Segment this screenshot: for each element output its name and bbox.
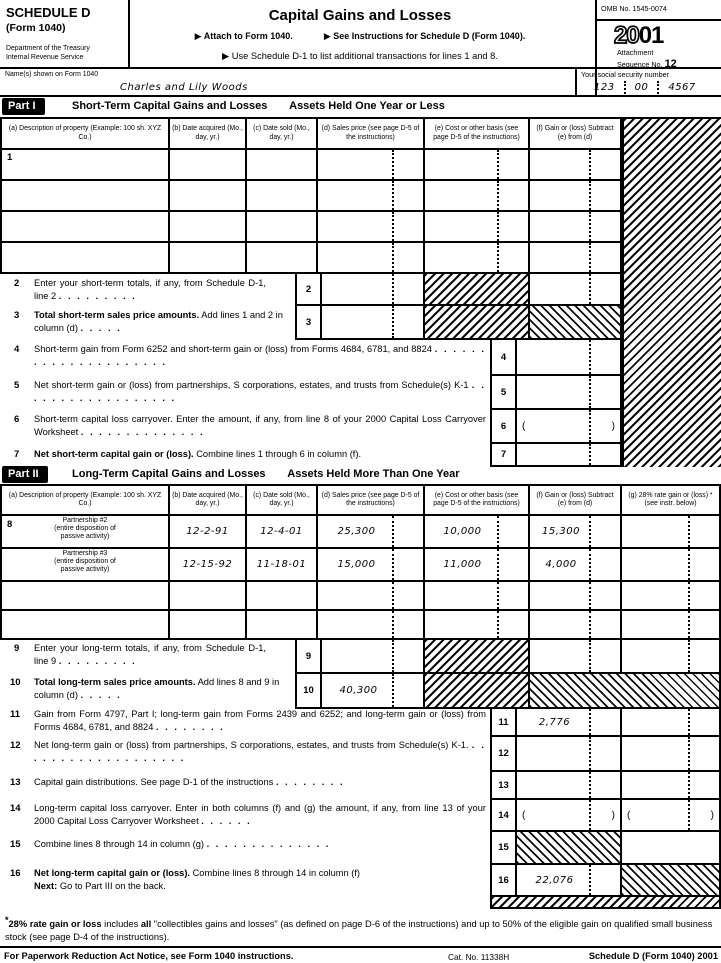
form-header [0, 0, 721, 97]
line1-cost-cell[interactable] [425, 150, 530, 179]
line1-entry-row [0, 212, 622, 243]
line12-box-number: 12 [490, 737, 517, 772]
line8-description-cell[interactable] [0, 516, 170, 547]
line3-amount-d-cell[interactable] [322, 306, 425, 340]
leader-dots: . . . . . . [201, 815, 252, 826]
line2-hatch-e [425, 274, 530, 306]
line1-gain-cell[interactable] [530, 181, 622, 210]
line1-sales-price-cell[interactable] [318, 243, 425, 272]
line8-date-sold-cell[interactable]: 12-4-01 [247, 516, 318, 547]
form-id-footer: Schedule D (Form 1040) 2001 [588, 951, 718, 961]
line8-description: passive activity) [60, 566, 110, 574]
part1-title-sub: Assets Held One Year or Less [289, 100, 445, 112]
sequence-no-text: Sequence No. [617, 60, 663, 69]
paren-close: ) [710, 809, 714, 821]
line12-instruction: Net long-term gain or (loss) from partnerships, S corporations, estates, and trusts from Schedule(s) K-1. [34, 740, 469, 750]
line11-boxes [0, 709, 721, 737]
leader-dots: . . . . . . . . [156, 721, 225, 732]
line4-box-number: 4 [490, 340, 517, 376]
part1-table [0, 117, 721, 465]
divider [657, 81, 659, 94]
line10-amount-d-cell[interactable]: 40,300 [322, 674, 425, 709]
line8-entry-row [0, 516, 721, 549]
schedule-d1-note: Use Schedule D-1 to list additional transactions for lines 1 and 8. [231, 51, 498, 61]
line8-28pct-cell[interactable] [622, 582, 721, 609]
paren-open: ( [522, 420, 526, 432]
dept-line1: Department of the Treasury [6, 45, 90, 52]
line11-instruction: Gain from Form 4797, Part I; long-term gain from Forms 2439 and 6252; and long-term gain or (loss) from Forms 4684, 6781, and 8824 [34, 709, 486, 732]
line1-number: 1 [7, 152, 13, 163]
paren-open: ( [522, 809, 526, 821]
line13-amount-g-cell[interactable] [622, 772, 721, 800]
line8-description: (entire disposition of [54, 525, 116, 533]
part2-title-sub: Assets Held More Than One Year [287, 468, 460, 480]
line8-gain-cell[interactable]: 15,300 [530, 516, 622, 547]
line1-date-acquired-cell[interactable] [170, 243, 247, 272]
line1-date-sold-cell[interactable] [247, 243, 318, 272]
leader-dots: . . . . . . . . . . . . . . . . . . . [34, 740, 486, 763]
line12-amount-f-cell[interactable] [517, 737, 622, 772]
line3-hatch-e [425, 306, 530, 340]
line8-28pct-cell[interactable] [622, 549, 721, 580]
line11-amount-g-cell[interactable] [622, 709, 721, 737]
line13-boxes [0, 772, 721, 800]
line8-gain-cell[interactable] [530, 611, 622, 638]
line8-cost-cell[interactable]: 10,000 [425, 516, 530, 547]
col-header-f: (f) Gain or (loss) Subtract (e) from (d) [530, 486, 622, 514]
line14-instruction: Long-term capital loss carryover. Enter in both columns (f) and (g) the amount, if any, from line 13 of your 2000 Capital Loss Carryover Worksheet [34, 803, 486, 826]
line9-box-number: 9 [295, 640, 322, 674]
line8-sales-price-cell[interactable] [318, 611, 425, 638]
col-header-a: (a) Description of property (Example: 100 sh. XYZ Co.) [0, 486, 170, 514]
line8-sales-price-cell[interactable]: 25,300 [318, 516, 425, 547]
footnote-bold2: all [140, 919, 152, 930]
col-header-d: (d) Sales price (see page D-5 of the instructions) [318, 119, 425, 148]
line7-instruction: Combine lines 1 through 6 in column (f). [196, 449, 362, 459]
line1-entry-row [0, 181, 622, 212]
line14-number: 14 [10, 803, 21, 814]
ssn-part1[interactable]: 123 [594, 82, 615, 93]
divider [624, 81, 626, 94]
leader-dots: . . . . . . . . . . . . . . . . . . [34, 380, 486, 403]
line15-hatch-f [517, 832, 622, 865]
name-field[interactable]: Charles and Lily Woods [120, 82, 248, 93]
line8-date-acquired-cell[interactable]: 12-15-92 [170, 549, 247, 580]
line2-boxes [0, 274, 622, 306]
leader-dots: . . . . . . . . . . . . . . [80, 426, 205, 437]
leader-dots: . . . . . . . . . [58, 655, 137, 666]
line3-box-number: 3 [295, 306, 322, 340]
line8-sales-price-cell[interactable] [318, 582, 425, 609]
form-footer [0, 946, 721, 963]
line13-box-number: 13 [490, 772, 517, 800]
line8-28pct-cell[interactable] [622, 516, 721, 547]
col-header-f: (f) Gain or (loss) Subtract (e) from (d) [530, 119, 622, 148]
line9-hatch-e [425, 640, 530, 674]
ssn-label: Your social security number [581, 70, 670, 79]
line3-instruction: Add lines 1 and 2 in column (d) [34, 310, 283, 333]
line4-number: 4 [14, 344, 20, 355]
line7-number: 7 [14, 449, 20, 460]
line7-boxes [0, 444, 622, 467]
part2-bottom-strip [0, 897, 721, 909]
line10-instruction-bold: Total long-term sales price amounts. [34, 677, 196, 687]
line16-number: 16 [10, 868, 21, 879]
arrow-icon: ▶ [194, 31, 202, 41]
line5-number: 5 [14, 380, 20, 391]
line10-box-number: 10 [295, 674, 322, 709]
bullet-line-2 [130, 51, 590, 62]
line8-date-acquired-cell[interactable] [170, 582, 247, 609]
line16-box-number: 16 [490, 865, 517, 897]
leader-dots: . . . . . . . . . . . . . . . . . . . . . [34, 344, 486, 367]
leader-dots: . . . . . . . . . [58, 290, 137, 301]
bullet-line-1 [130, 31, 590, 42]
line1-sales-price-cell[interactable] [318, 150, 425, 179]
line6-instruction: Short-term capital loss carryover. Enter the amount, if any, from line 8 of your 2000 Capital Loss Carryover Worksheet [34, 414, 486, 437]
name-label: Name(s) shown on Form 1040 [5, 71, 99, 78]
line10-instruction: Add lines 8 and 9 in column (d) [34, 677, 280, 700]
line9-number: 9 [14, 643, 20, 654]
leader-dots: . . . . . [80, 322, 122, 333]
line8-gain-cell[interactable] [530, 582, 622, 609]
line14-amount-g-cell[interactable] [622, 800, 721, 832]
line16-hatch-g [622, 865, 721, 897]
attachment-label: Attachment [617, 48, 654, 57]
col-header-c: (c) Date sold (Mo., day, yr.) [247, 119, 318, 148]
line2-box-number: 2 [295, 274, 322, 306]
line16-instruction: Combine lines 8 through 14 in column (f) [192, 868, 361, 878]
see-instructions-note: See Instructions for Schedule D (Form 1040). [333, 31, 526, 41]
line9-instruction: Enter your long-term totals, if any, from Schedule D-1, line 9 [34, 643, 266, 666]
leader-dots: . . . . . [80, 689, 122, 700]
line8-cost-cell[interactable] [425, 582, 530, 609]
line8-description: Partnership #2 [62, 517, 108, 524]
line11-amount-f-cell[interactable]: 2,776 [517, 709, 622, 737]
col-header-e: (e) Cost or other basis (see page D-5 of the instructions) [425, 119, 530, 148]
line8-description-cell[interactable] [0, 549, 170, 580]
col-header-e: (e) Cost or other basis (see page D-5 of the instructions) [425, 486, 530, 514]
line8-gain-cell[interactable]: 4,000 [530, 549, 622, 580]
line13-instruction: Capital gain distributions. See page D-1 of the instructions [34, 777, 274, 787]
line1-date-acquired-cell[interactable] [170, 150, 247, 179]
catalog-number: Cat. No. 11338H [448, 952, 510, 962]
line1-gain-cell[interactable] [530, 243, 622, 272]
line8-date-acquired-cell[interactable]: 12-2-91 [170, 516, 247, 547]
part1-bar [0, 97, 721, 117]
paren-close: ) [611, 420, 615, 432]
line1-description-cell[interactable] [0, 150, 170, 179]
part1-right-hatch [622, 119, 721, 467]
asterisk: * [5, 915, 9, 925]
part1-title-main: Short-Term Capital Gains and Losses [72, 100, 268, 112]
part2-column-headers [0, 486, 721, 516]
part1-column-headers [0, 119, 622, 150]
line13-amount-f-cell[interactable] [517, 772, 622, 800]
line8-sales-price-cell[interactable]: 15,000 [318, 549, 425, 580]
part2-bar [0, 465, 721, 484]
ssn-part3[interactable]: 4567 [668, 82, 696, 93]
line15-box-number: 15 [490, 832, 517, 865]
line2-instruction: Enter your short-term totals, if any, from Schedule D-1, line 2 [34, 278, 266, 301]
line15-amount-g-cell[interactable] [622, 832, 721, 865]
line4-boxes [0, 340, 622, 376]
line7-box-number: 7 [490, 444, 517, 467]
line15-instruction: Combine lines 8 through 14 in column (g) [34, 839, 205, 849]
line4-amount-f-cell[interactable] [517, 340, 622, 376]
dept-line2: Internal Revenue Service [6, 54, 84, 61]
col-header-c: (c) Date sold (Mo., day, yr.) [247, 486, 318, 514]
footnote [5, 914, 717, 944]
line13-number: 13 [10, 777, 21, 788]
line10-number: 10 [10, 677, 21, 688]
line8-cost-cell[interactable] [425, 611, 530, 638]
line8-date-sold-cell[interactable]: 11-18-01 [247, 549, 318, 580]
line1-date-acquired-cell[interactable] [170, 212, 247, 241]
part1-label: Part I [2, 98, 45, 115]
line11-box-number: 11 [490, 709, 517, 737]
line3-number: 3 [14, 310, 20, 321]
footnote-bold: 28% rate gain or loss [8, 919, 102, 930]
line5-boxes [0, 376, 622, 410]
line10-hatch-fg [530, 674, 721, 709]
line5-amount-f-cell[interactable] [517, 376, 622, 410]
line7-instruction-bold: Net short-term capital gain or (loss). [34, 449, 194, 459]
line16-next-text: Go to Part III on the back. [59, 880, 166, 891]
tax-year [614, 22, 663, 50]
line1-description-cell[interactable] [0, 212, 170, 241]
line8-cost-cell[interactable]: 11,000 [425, 549, 530, 580]
part2-title-main: Long-Term Capital Gains and Losses [72, 468, 266, 480]
col-header-a: (a) Description of property (Example: 100 sh. XYZ Co.) [0, 119, 170, 148]
line1-cost-cell[interactable] [425, 212, 530, 241]
line8-date-sold-cell[interactable] [247, 611, 318, 638]
line1-cost-cell[interactable] [425, 243, 530, 272]
line9-boxes [0, 640, 721, 674]
line8-date-sold-cell[interactable] [247, 582, 318, 609]
line16-next-bold: Next: [34, 880, 58, 891]
line1-date-sold-cell[interactable] [247, 212, 318, 241]
line1-sales-price-cell[interactable] [318, 181, 425, 210]
line1-date-sold-cell[interactable] [247, 181, 318, 210]
footnote-text2: "collectibles gains and losses" (as defined on page D-6 of the instructions) and up to 50% of the eligible gain on qualified small business stock (see page D-4 of the instructions). [5, 919, 713, 942]
line8-entry-row [0, 549, 721, 582]
line5-instruction: Net short-term gain or (loss) from partnerships, S corporations, estates, and trusts from Schedule(s) K-1 [34, 380, 469, 390]
part2-label: Part II [2, 466, 48, 483]
line16-boxes [0, 865, 721, 897]
line6-number: 6 [14, 414, 20, 425]
line1-entry-row [0, 150, 622, 181]
arrow-icon: ▶ [222, 51, 230, 61]
divider [595, 19, 721, 21]
line9-amount-d-cell[interactable] [322, 640, 425, 674]
bottom-hatch [490, 897, 721, 909]
line8-28pct-cell[interactable] [622, 611, 721, 638]
footnote-text: includes [104, 919, 139, 930]
schedule-label: SCHEDULE D [6, 5, 91, 20]
attach-note: Attach to Form 1040. [203, 31, 293, 41]
paren-open: ( [627, 809, 631, 821]
omb-number: OMB No. 1545-0074 [601, 4, 667, 13]
line2-number: 2 [14, 278, 20, 289]
part2-table [0, 484, 721, 907]
arrow-icon: ▶ [323, 31, 331, 41]
line1-date-acquired-cell[interactable] [170, 181, 247, 210]
line2-amount-f-cell[interactable] [530, 274, 622, 306]
col-header-d: (d) Sales price (see page D-5 of the instructions) [318, 486, 425, 514]
col-header-g: (g) 28% rate gain or (loss) * (see instr. below) [622, 486, 721, 514]
line6-box-number: 6 [490, 410, 517, 444]
line3-hatch-f [530, 306, 622, 340]
line6-boxes [0, 410, 622, 444]
paren-close: ) [611, 809, 615, 821]
year-solid-digits: 01 [638, 22, 664, 49]
line8-description-cell[interactable] [0, 582, 170, 609]
ssn-part2[interactable]: 00 [634, 82, 649, 93]
line14-box-number: 14 [490, 800, 517, 832]
line1-date-sold-cell[interactable] [247, 150, 318, 179]
line12-boxes [0, 737, 721, 772]
line12-amount-g-cell[interactable] [622, 737, 721, 772]
leader-dots: . . . . . . . . [275, 777, 345, 787]
line15-boxes [0, 832, 721, 865]
part2-title [72, 468, 459, 480]
divider [575, 69, 577, 97]
line14-boxes [0, 800, 721, 832]
line7-amount-f-cell[interactable] [517, 444, 622, 467]
line1-entry-row [0, 243, 622, 274]
line8-description: (entire disposition of [54, 558, 116, 566]
col-header-b: (b) Date acquired (Mo., day, yr.) [170, 119, 247, 148]
part1-title [72, 100, 445, 112]
line8-description: Partnership #3 [62, 550, 108, 557]
line8-number: 8 [7, 519, 13, 530]
line3-instruction-bold: Total short-term sales price amounts. [34, 310, 200, 320]
line3-boxes [0, 306, 622, 340]
line1-sales-price-cell[interactable] [318, 212, 425, 241]
line1-description-cell[interactable] [0, 243, 170, 272]
line1-gain-cell[interactable] [530, 212, 622, 241]
line10-hatch-e [425, 674, 530, 709]
form-number-label: (Form 1040) [6, 22, 66, 34]
line16-amount-f-cell[interactable]: 22,076 [517, 865, 622, 897]
line4-instruction: Short-term gain from Form 6252 and short-term gain or (loss) from Forms 4684, 6781, and 8824 [34, 344, 432, 354]
line1-cost-cell[interactable] [425, 181, 530, 210]
year-outline-digits: 20 [614, 22, 639, 49]
line6-amount-f-cell[interactable] [517, 410, 622, 444]
line9-amount-f-cell[interactable] [530, 640, 622, 674]
ssn-field[interactable] [594, 81, 696, 94]
line16-instruction-bold: Net long-term capital gain or (loss). [34, 868, 190, 878]
sequence-no-value: 12 [664, 58, 677, 70]
line8-description-cell[interactable] [0, 611, 170, 638]
line1-gain-cell[interactable] [530, 150, 622, 179]
line11-number: 11 [10, 709, 21, 720]
line8-entry-row [0, 611, 721, 640]
leader-dots: . . . . . . . . . . . . . . [206, 839, 331, 849]
line12-number: 12 [10, 740, 21, 751]
line10-boxes [0, 674, 721, 709]
paperwork-notice: For Paperwork Reduction Act Notice, see Form 1040 instructions. [4, 951, 294, 961]
line14-amount-f-cell[interactable] [517, 800, 622, 832]
line15-number: 15 [10, 839, 21, 850]
page-title: Capital Gains and Losses [268, 7, 452, 24]
name-row [0, 67, 721, 97]
line2-amount-d-cell[interactable] [322, 274, 425, 306]
line8-date-acquired-cell[interactable] [170, 611, 247, 638]
col-header-b: (b) Date acquired (Mo., day, yr.) [170, 486, 247, 514]
line8-entry-row [0, 582, 721, 611]
line1-description-cell[interactable] [0, 181, 170, 210]
line5-box-number: 5 [490, 376, 517, 410]
line9-amount-g-cell[interactable] [622, 640, 721, 674]
line8-description: passive activity) [60, 533, 110, 541]
